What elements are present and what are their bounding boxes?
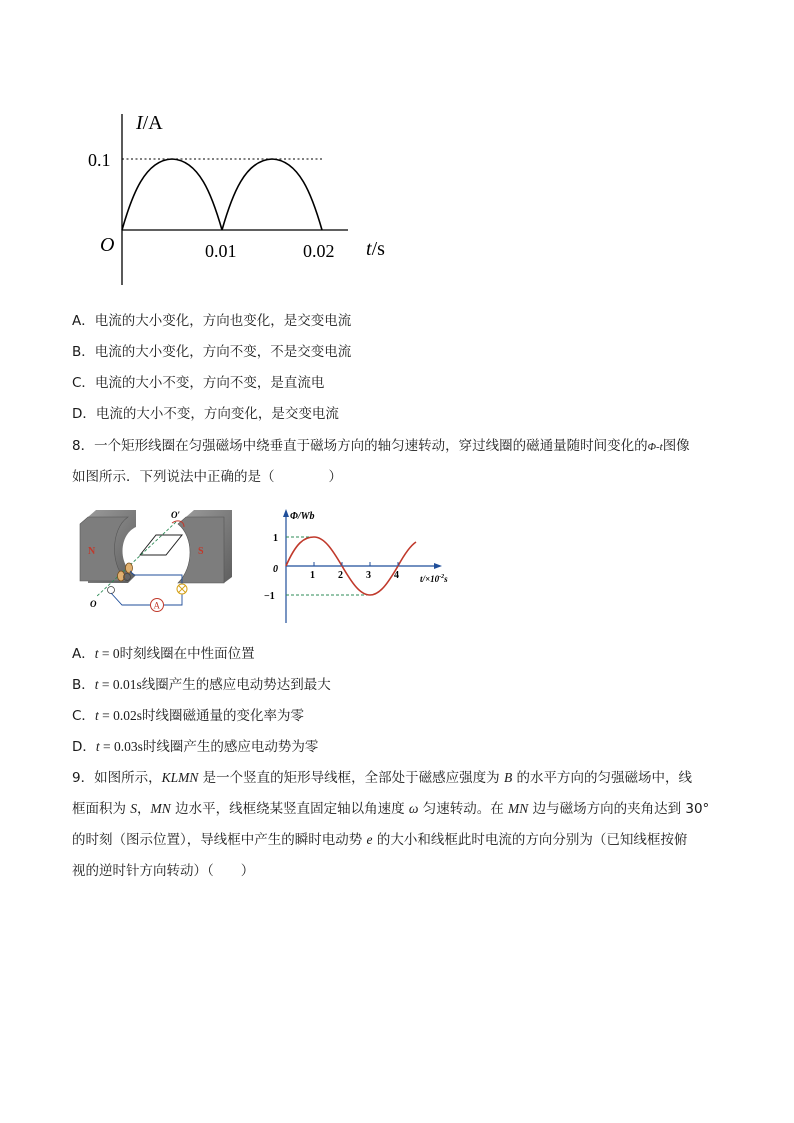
axis-label-top: O′ [171,510,181,520]
q8-option-a: A．t = 0时刻线圈在中性面位置 [72,646,255,662]
svg-text:S: S [198,546,204,557]
q9-stem-line-4: 视的逆时针方向转动）（ ） [72,863,255,879]
q7-option-a: A．电流的大小变化，方向也变化，是交变电流 [72,313,352,329]
q7-option-d: D．电流的大小不变，方向变化，是交变电流 [72,406,339,422]
q8-stem-line-2: 如图所示．下列说法中正确的是（ ） [72,469,342,485]
current-time-graph [80,100,410,295]
q7-option-c: C．电流的大小不变，方向不变，是直流电 [72,375,325,391]
coil-loop [140,535,182,555]
magnet-s-pole [178,510,232,583]
flux-x-tick-2: 2 [338,570,343,581]
q8-option-b: B．t = 0.01s线圈产生的感应电动势达到最大 [72,677,331,693]
q8-stem-line-1: 8．一个矩形线圈在匀强磁场中绕垂直于磁场方向的轴匀速转动，穿过线圈的磁通量随时间变化的Φ-t图像 [72,438,690,454]
flux-y-tick-neg1: −1 [264,591,275,602]
y-tick-label: 0.1 [88,150,111,170]
flux-x-label: $t/\times 10^{-2}s$ [420,574,448,584]
slip-ring-1 [126,563,133,573]
flux-x-tick-4: 4 [394,570,399,581]
flux-y-tick-1: 1 [273,533,278,544]
origin-label: O [100,234,115,256]
q7-option-b: B．电流的大小变化，方向不变，不是交变电流 [72,344,352,360]
flux-time-graph [262,505,462,627]
svg-text:A: A [153,600,160,611]
q8-option-c: C．t = 0.02s时线圈磁通量的变化率为零 [72,708,304,724]
x-tick-label-1: 0.01 [205,241,237,261]
q9-stem-line-3: 的时刻（图示位置），导线框中产生的瞬时电动势 e 的大小和线框此时电流的方向分别为（已知线框按俯 [72,832,688,848]
flux-x-tick-3: 3 [366,570,371,581]
current-curve-half-1 [122,159,222,230]
flux-x-tick-1: 1 [310,570,315,581]
y-axis-label: I/A [136,112,163,134]
q8-option-d: D．t = 0.03s时线圈产生的感应电动势为零 [72,739,319,755]
flux-y-tick-0: 0 [273,564,278,575]
x-axis-label: t/s [366,238,385,260]
svg-text:N: N [88,546,96,557]
current-curve-half-2 [222,159,322,230]
x-tick-label-2: 0.02 [303,241,335,261]
generator-diagram [74,505,234,620]
q9-stem-line-1: 9．如图所示，KLMN 是一个竖直的矩形导线框，全部处于磁感应强度为 B 的水平方向的匀强磁场中，线 [72,770,692,786]
axis-label-bottom: O [90,599,97,609]
q9-stem-line-2: 框面积为 S，MN 边水平，线框绕某竖直固定轴以角速度 ω 匀速转动。在 MN 边与磁场方向的夹角达到 30° [72,801,710,817]
flux-y-label: Φ/Wb [290,511,315,522]
